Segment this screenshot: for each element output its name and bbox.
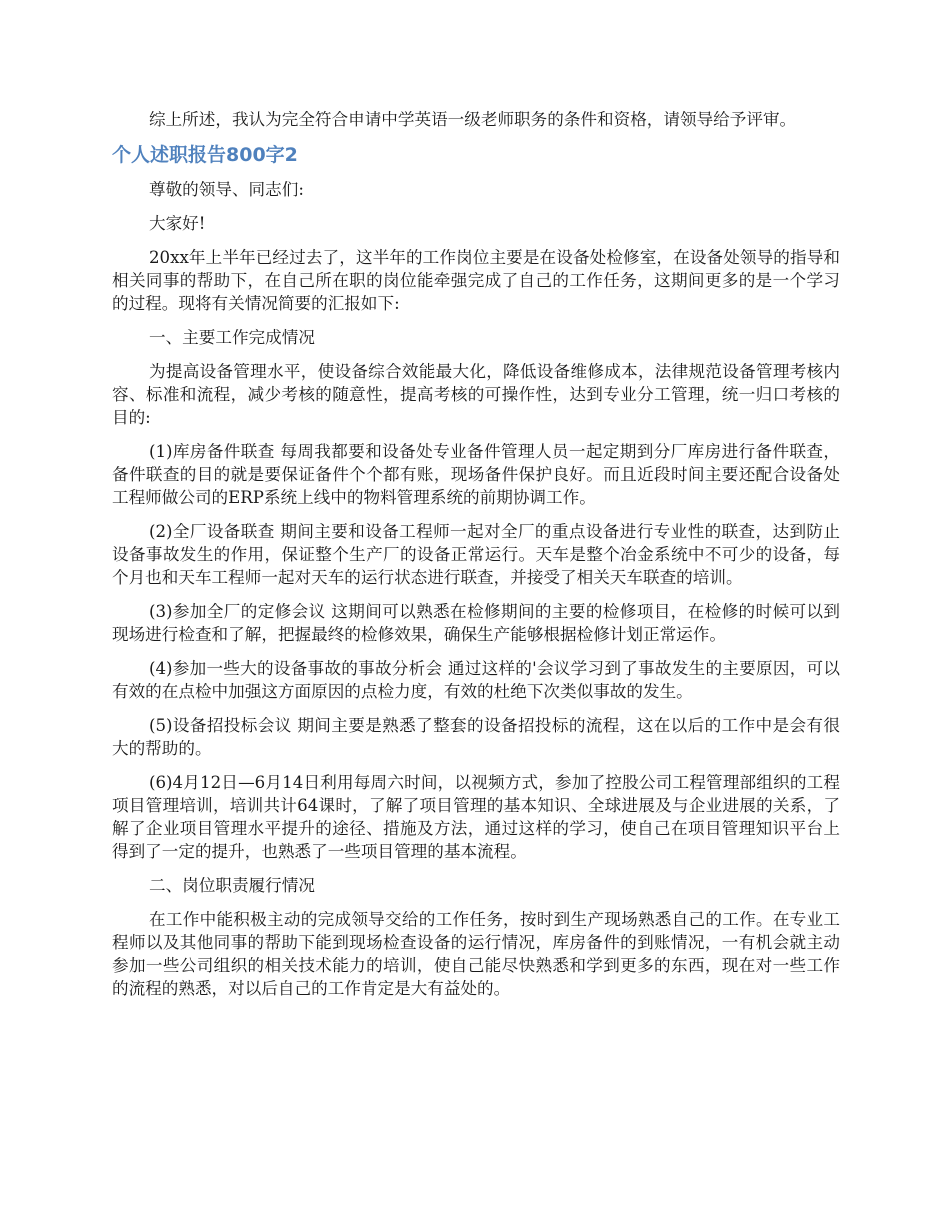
list-item-3: (3)参加全厂的定修会议 这期间可以熟悉在检修期间的主要的检修项目，在检修的时候可以到现场进行检查和了解，把握最终的检修效果，确保生产能够根据检修计划正常运作。 xyxy=(112,602,840,644)
list-item-1: (1)库房备件联查 每周我都要和设备处专业备件管理人员一起定期到分厂库房进行备件联查，备件联查的目的就是要保证备件个个都有账，现场备件保护良好。而且近段时间主要还配合设备处工程师做公司的ERP系统上线中的物料管理系统的前期协调工作。 xyxy=(112,442,840,507)
subheading-duties: 二、岗位职责履行情况 xyxy=(149,876,315,895)
document-page xyxy=(112,108,840,1011)
list-item-4: (4)参加一些大的设备事故的事故分析会 通过这样的'会议学习到了事故发生的主要原因，可以有效的在点检中加强这方面原因的点检力度，有效的杜绝下次类似事故的发生。 xyxy=(112,659,840,701)
subheading-main-work: 一、主要工作完成情况 xyxy=(149,328,315,347)
body-paragraph-overview: 20xx年上半年已经过去了，这半年的工作岗位主要是在设备处检修室，在设备处领导的指导和相关同事的帮助下，在自己所在职的岗位能牵强完成了自己的工作任务，这期间更多的是一个学习的过程。现将有关情况简要的汇报如下: xyxy=(112,248,840,313)
list-item-6: (6)4月12日—6月14日利用每周六时间，以视频方式，参加了控股公司工程管理部组织的工程项目管理培训，培训共计64课时，了解了项目管理的基本知识、全球进展及与企业进展的关系，了解了企业项目管理水平提升的途径、措施及方法，通过这样的学习，使自己在项目管理知识平台上得到了一定的提升，也熟悉了一些项目管理的基本流程。 xyxy=(112,773,840,861)
list-item-2: (2)全厂设备联查 期间主要和设备工程师一起对全厂的重点设备进行专业性的联查，达到防止设备事故发生的作用，保证整个生产厂的设备正常运行。天车是整个冶金系统中不可少的设备，每个月也和天车工程师一起对天车的运行状态进行联查，并接受了相关天车联查的培训。 xyxy=(112,522,840,587)
salutation: 尊敬的领导、同志们: xyxy=(149,180,304,199)
body-paragraph-goals: 为提高设备管理水平，使设备综合效能最大化，降低设备维修成本，法律规范设备管理考核内容、标准和流程，减少考核的随意性，提高考核的可操作性，达到专业分工管理，统一归口考核的目的: xyxy=(112,362,840,427)
list-item-5: (5)设备招投标会议 期间主要是熟悉了整套的设备招投标的流程，这在以后的工作中是会有很大的帮助的。 xyxy=(112,716,840,758)
section-heading: 个人述职报告800字2 xyxy=(112,144,298,166)
greeting: 大家好! xyxy=(149,214,206,233)
body-paragraph-duties: 在工作中能积极主动的完成领导交给的工作任务，按时到生产现场熟悉自己的工作。在专业工程师以及其他同事的帮助下能到现场检查设备的运行情况，库房备件的到账情况，一有机会就主动参加一些公司组织的相关技术能力的培训，使自己能尽快熟悉和学到更多的东西，现在对一些工作的流程的熟悉，对以后自己的工作肯定是大有益处的。 xyxy=(112,910,840,998)
intro-paragraph: 综上所述，我认为完全符合申请中学英语一级老师职务的条件和资格，请领导给予评审。 xyxy=(149,110,797,129)
